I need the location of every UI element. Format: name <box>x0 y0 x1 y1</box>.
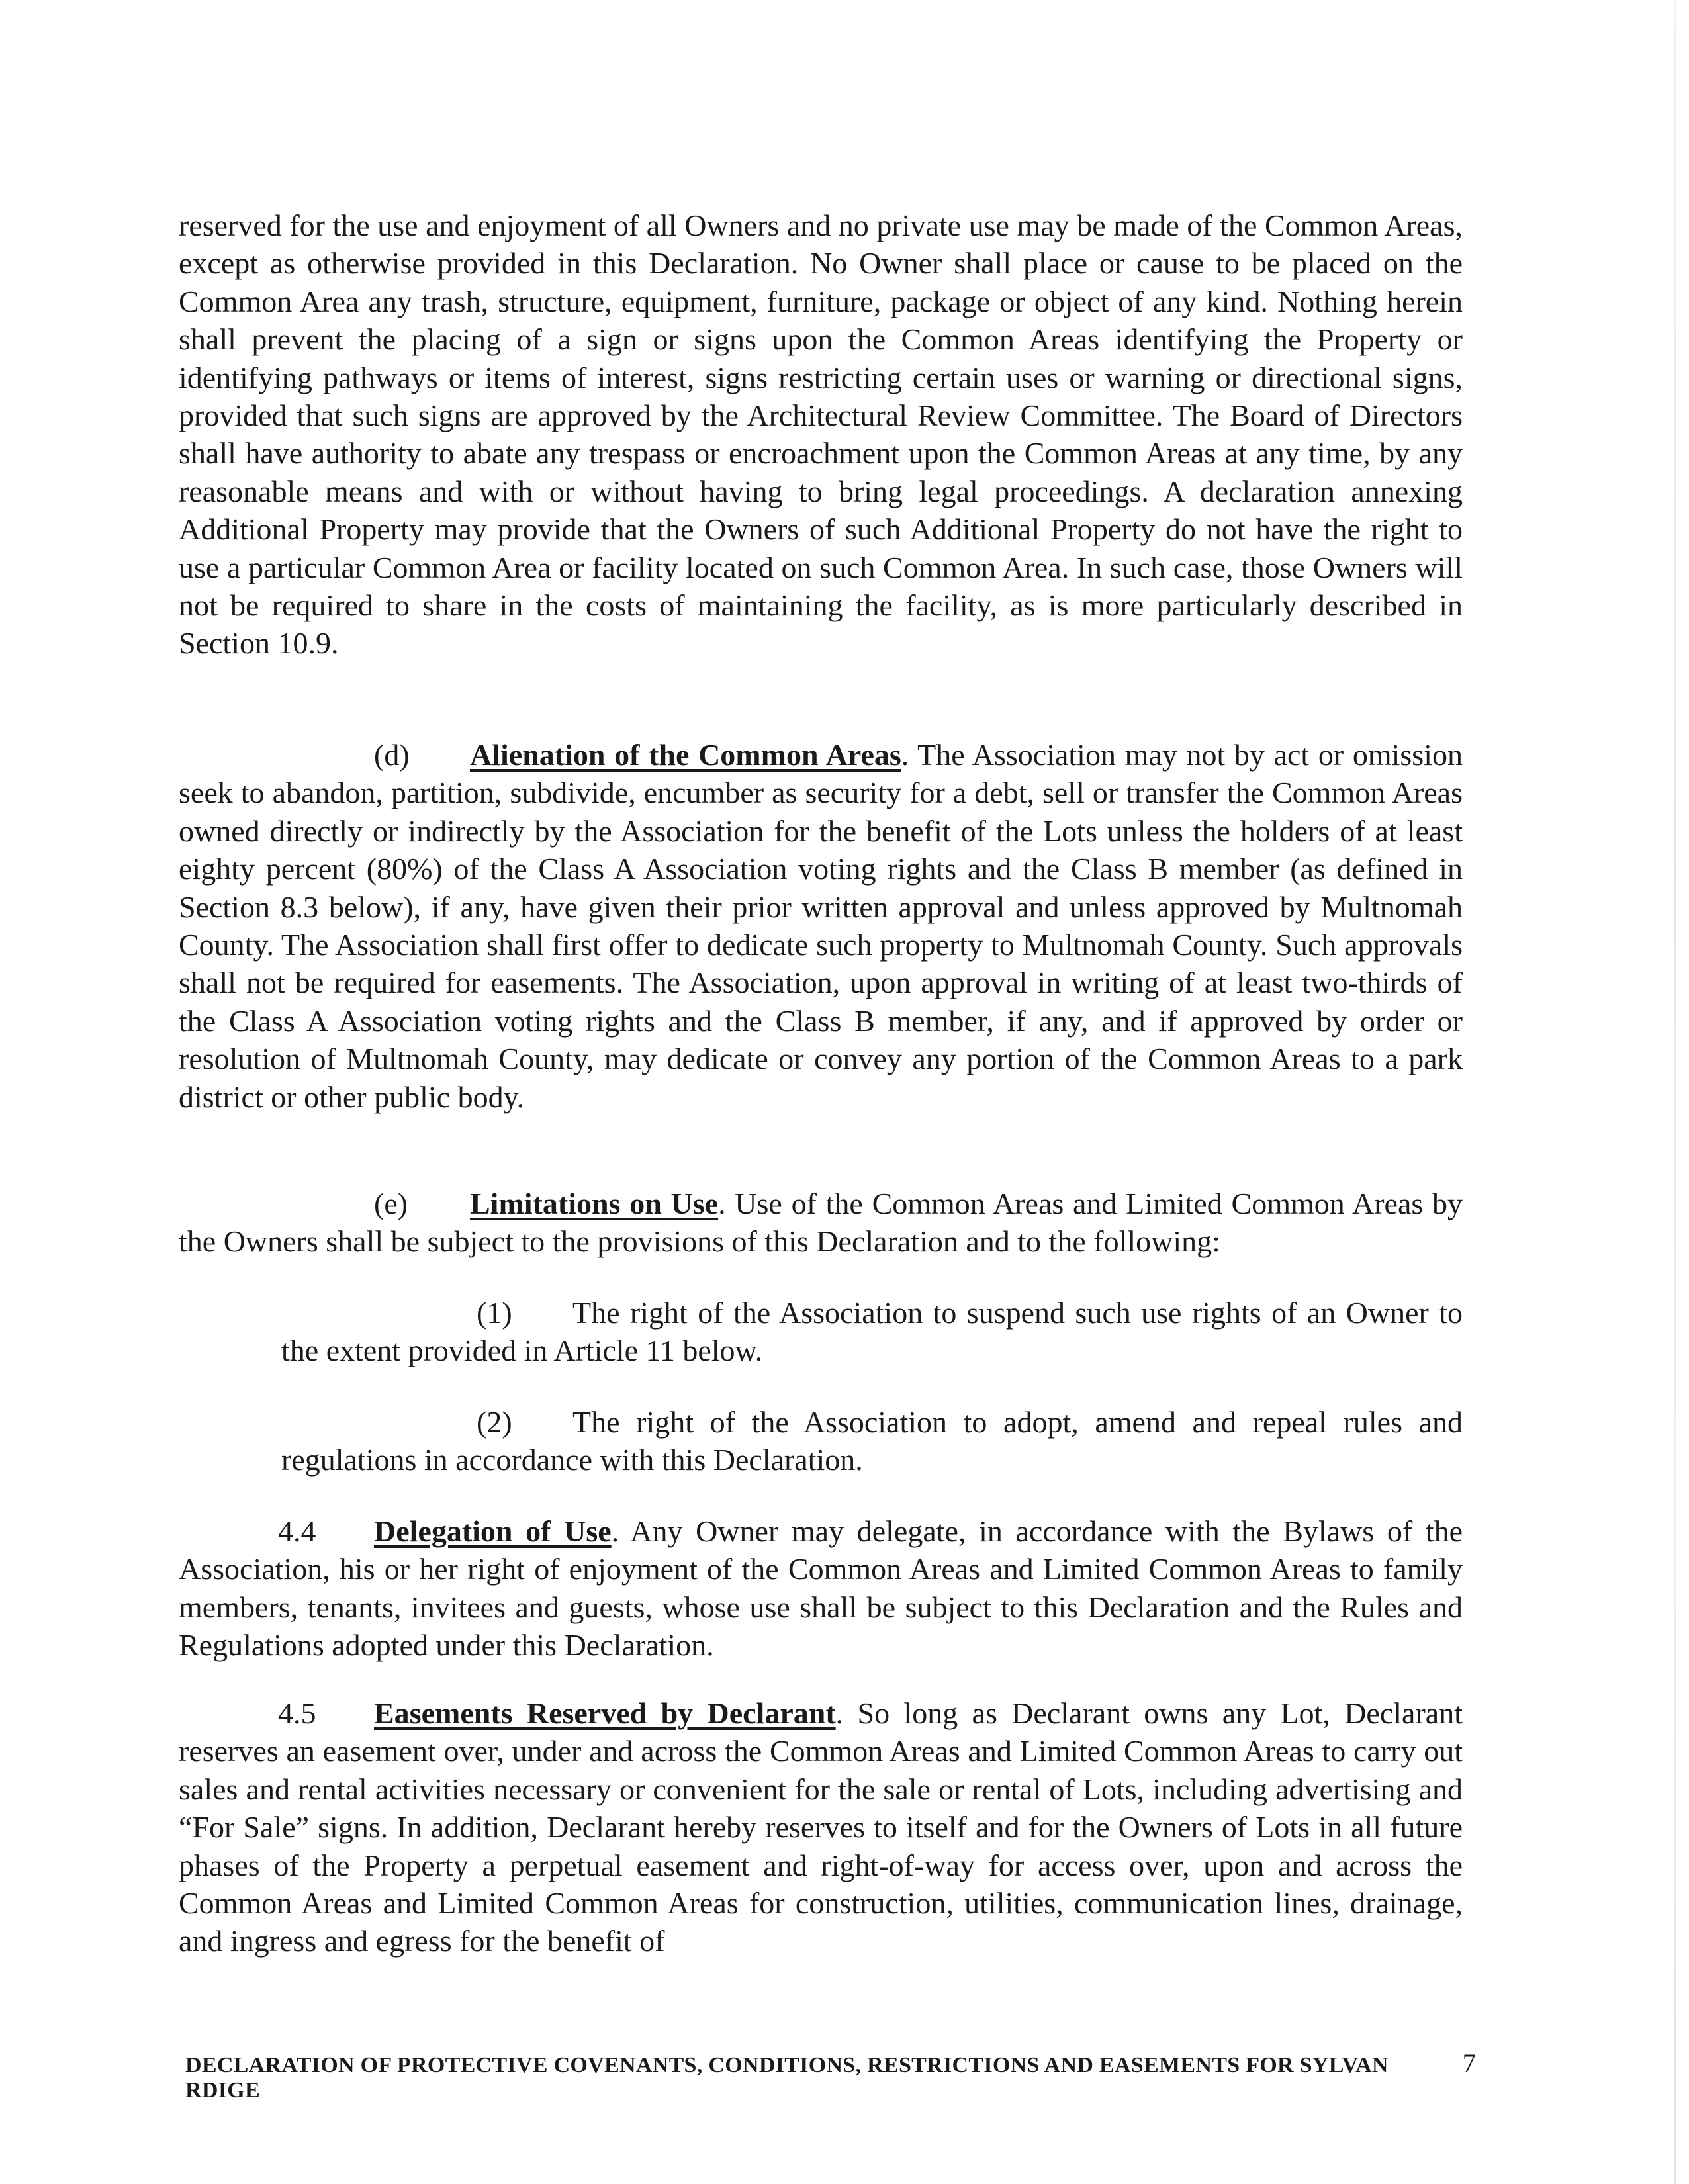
section-heading: Easements Reserved by Declarant <box>374 1696 836 1730</box>
section-number: 4.4 <box>278 1514 316 1548</box>
subsection-text: The right of the Association to adopt, amend and repeal rules and regulations in accordance with this Declaration. <box>281 1405 1463 1477</box>
scan-edge-line <box>1674 0 1676 2184</box>
section-number: 4.5 <box>278 1696 316 1730</box>
section-e-limitations <box>179 1185 1463 1261</box>
section-number: (e) <box>374 1187 408 1220</box>
section-text: . Use of the Common Areas and Limited Common Areas by the Owners shall be subject to the provisions of this Declaration and to the following: <box>179 1187 1463 1259</box>
page-footer <box>185 2048 1476 2103</box>
subsection-text: The right of the Association to suspend such use rights of an Owner to the extent provided in Article 11 below. <box>281 1296 1463 1368</box>
subsection-number: (1) <box>477 1296 512 1330</box>
section-heading: Limitations on Use <box>470 1187 719 1220</box>
paragraph-text: reserved for the use and enjoyment of all Owners and no private use may be made of the Common Areas, except as otherwise provided in this Declaration. No Owner shall place or cause to be placed on the Common Area any trash, structure, equipment, furniture, package or object of any kind. Nothing herein shall prevent the placing of a sign or signs upon the Common Areas identifying the Property or identifying pathways or items of interest, signs restricting certain uses or warning or directional signs, provided that such signs are approved by the Architectural Review Committee. The Board of Directors shall have authority to abate any trespass or encroachment upon the Common Areas at any time, by any reasonable means and with or without having to bring legal proceedings. A declaration annexing Additional Property may provide that the Owners of such Additional Property do not have the right to use a particular Common Area or facility located on such Common Area. In such case, those Owners will not be required to share in the costs of maintaining the facility, as is more particularly described in Section 10.9. <box>179 208 1463 660</box>
section-text: . So long as Declarant owns any Lot, Declarant reserves an easement over, under and across the Common Areas and Limited Common Areas to carry out sales and rental activities necessary or convenient for the sale or rental of Lots, including advertising and “For Sale” signs. In addition, Declarant hereby reserves to itself and for the Owners of Lots in all future phases of the Property a perpetual easement and right-of-way for access over, upon and across the Common Areas and Limited Common Areas for construction, utilities, communication lines, drainage, and ingress and egress for the benefit of <box>179 1696 1463 1958</box>
section-d-alienation <box>179 736 1463 1116</box>
paragraph-common-areas-use <box>179 206 1463 662</box>
section-heading: Alienation of the Common Areas <box>470 738 901 772</box>
footer-title: DECLARATION OF PROTECTIVE COVENANTS, CONDITIONS, RESTRICTIONS AND EASEMENTS FOR SYLVAN RDIGE <box>185 2053 1389 2103</box>
section-number: (d) <box>374 738 410 772</box>
section-4-5-easements <box>179 1694 1463 1960</box>
section-4-4-delegation <box>179 1512 1463 1664</box>
subsection-e1 <box>281 1294 1463 1370</box>
page-number: 7 <box>1462 2048 1476 2078</box>
section-text: . Any Owner may delegate, in accordance with the Bylaws of the Association, his or her right of enjoyment of the Common Areas and Limited Common Areas to family members, tenants, invitees and guests, whose use shall be subject to this Declaration and the Rules and Regulations adopted under this Declaration. <box>179 1514 1463 1662</box>
subsection-number: (2) <box>477 1405 512 1439</box>
section-heading: Delegation of Use <box>374 1514 612 1548</box>
section-text: . The Association may not by act or omission seek to abandon, partition, subdivide, encumber as security for a debt, sell or transfer the Common Areas owned directly or indirectly by the Association for the benefit of the Lots unless the holders of at least eighty percent (80%) of the Class A Association voting rights and the Class B member (as defined in Section 8.3 below), if any, have given their prior written approval and unless approved by Multnomah County. The Association shall first offer to dedicate such property to Multnomah County. Such approvals shall not be required for easements. The Association, upon approval in writing of at least two-thirds of the Class A Association voting rights and the Class B member, if any, and if approved by order or resolution of Multnomah County, may dedicate or convey any portion of the Common Areas to a park district or other public body. <box>179 738 1463 1114</box>
subsection-e2 <box>281 1403 1463 1479</box>
